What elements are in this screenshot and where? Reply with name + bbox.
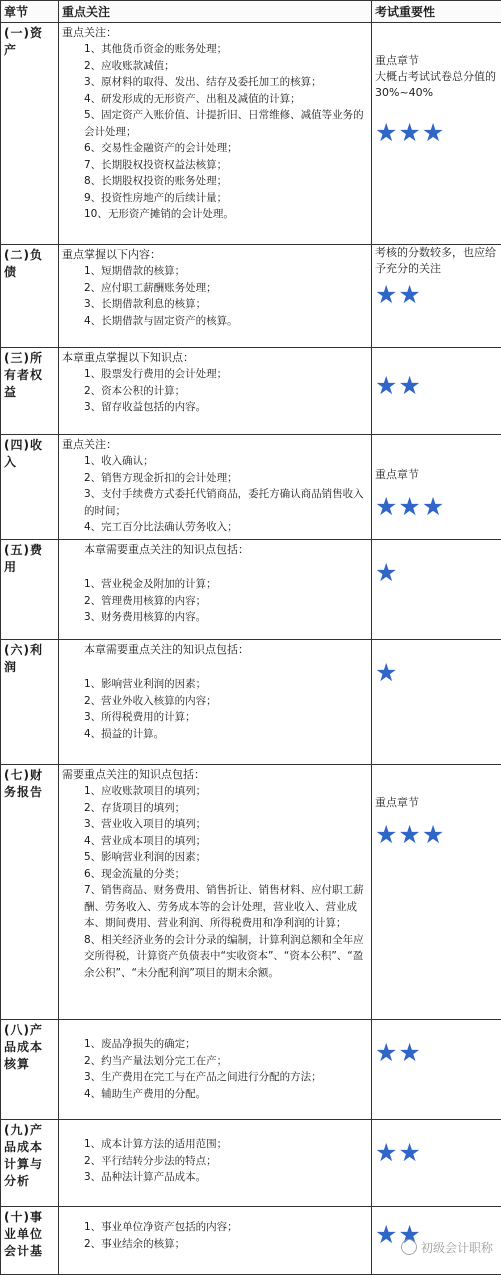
importance-cell xyxy=(372,348,501,435)
star-icon: ★ xyxy=(398,281,421,309)
wechat-icon xyxy=(401,1239,417,1255)
list-item: 2、平行结转分步法的特点； xyxy=(62,1153,368,1170)
focus-list xyxy=(62,558,368,626)
chapter-cell: (一)资产 xyxy=(1,23,59,245)
list-item: 4、研发形成的无形资产、出租及减值的计算； xyxy=(62,91,368,108)
star-rating xyxy=(375,281,498,309)
importance-text: 重点章节 xyxy=(375,795,498,811)
header-importance: 考试重要性 xyxy=(372,1,501,23)
list-item: 1、影响营业利润的因素； xyxy=(62,676,368,693)
table-row xyxy=(1,245,501,348)
list-item: 3、品种法计算产品成本。 xyxy=(62,1169,368,1186)
chapter-cell: (二)负债 xyxy=(1,245,59,348)
focus-cell xyxy=(59,765,372,1020)
focus-intro: 本章需要重点关注的知识点包括： xyxy=(62,642,368,658)
importance-text: 重点章节 xyxy=(375,467,498,483)
list-item: 2、管理费用核算的内容； xyxy=(62,593,368,610)
importance-cell xyxy=(372,540,501,640)
list-item: 2、存货项目的填列； xyxy=(62,800,368,817)
list-item: 4、损益的计算。 xyxy=(62,726,368,743)
list-item: 2、事业结余的核算； xyxy=(62,1236,368,1253)
star-icon: ★ xyxy=(398,1039,421,1067)
star-icon: ★ xyxy=(375,659,398,687)
list-item: 6、交易性金融资产的会计处理； xyxy=(62,140,368,157)
star-icon: ★ xyxy=(422,821,445,849)
chapter-cell: (九)产品成本计算与分析 xyxy=(1,1120,59,1207)
focus-list xyxy=(62,783,368,981)
focus-intro: 本章需要重点关注的知识点包括： xyxy=(62,542,368,558)
focus-list xyxy=(62,41,368,223)
list-item: 4、完工百分比法确认劳务收入； xyxy=(62,519,368,536)
star-rating xyxy=(375,493,498,521)
focus-cell xyxy=(59,1207,372,1275)
importance-text: 考核的分数较多，也应给予充分的关注 xyxy=(375,245,498,277)
star-icon: ★ xyxy=(398,493,421,521)
focus-list xyxy=(62,366,368,416)
chapter-cell: (十)事业单位会计基 xyxy=(1,1207,59,1275)
star-rating xyxy=(375,1039,498,1067)
list-item: 3、原材料的取得、发出、结存及委托加工的核算； xyxy=(62,74,368,91)
list-item: 5、影响营业利润的因素； xyxy=(62,849,368,866)
list-item: 3、长期借款利息的核算； xyxy=(62,296,368,313)
chapter-cell: (五)费用 xyxy=(1,540,59,640)
importance-cell xyxy=(372,765,501,1020)
table-row xyxy=(1,23,501,245)
list-item: 4、辅助生产费用的分配。 xyxy=(62,1086,368,1103)
focus-intro: 重点关注： xyxy=(62,25,368,41)
focus-intro: 本章重点掌握以下知识点： xyxy=(62,350,368,366)
list-item: 7、销售商品、财务费用、销售折让、销售材料、应付职工薪酬、劳务收入、劳务成本等的会计处理，营业收入、营业成本、期间费用、营业利润、所得税费用和净利润的计算； xyxy=(62,882,368,932)
star-icon: ★ xyxy=(398,1139,421,1167)
list-item: 6、现金流量的分类； xyxy=(62,866,368,883)
list-item: 7、长期股权投资权益法核算； xyxy=(62,157,368,174)
focus-cell xyxy=(59,540,372,640)
focus-list xyxy=(62,263,368,329)
list-item: 8、长期股权投资的账务处理； xyxy=(62,173,368,190)
star-icon: ★ xyxy=(375,821,398,849)
star-rating xyxy=(375,372,498,400)
focus-intro: 重点掌握以下内容： xyxy=(62,247,368,263)
list-item: 1、收入确认； xyxy=(62,453,368,470)
star-icon: ★ xyxy=(375,119,398,147)
focus-cell xyxy=(59,348,372,435)
star-icon: ★ xyxy=(375,281,398,309)
focus-cell xyxy=(59,435,372,540)
watermark: 初级会计职称 xyxy=(401,1239,493,1256)
focus-cell xyxy=(59,640,372,765)
table-row xyxy=(1,348,501,435)
importance-cell xyxy=(372,1120,501,1207)
list-item: 3、财务费用核算的内容。 xyxy=(62,609,368,626)
list-item: 1、应收账款项目的填列； xyxy=(62,783,368,800)
chapter-cell: (三)所有者权益 xyxy=(1,348,59,435)
list-item: 3、所得税费用的计算； xyxy=(62,709,368,726)
list-item: 5、固定资产入账价值、计提折旧、日常维修、减值等业务的会计处理； xyxy=(62,107,368,140)
list-item: 8、相关经济业务的会计分录的编制，计算利润总额和全年应交所得税，计算资产负债表中“实收资本”、“资本公积”、“盈余公积”、“未分配利润”项目的期末余额。 xyxy=(62,932,368,982)
star-rating xyxy=(375,559,498,587)
importance-cell xyxy=(372,245,501,348)
star-icon: ★ xyxy=(398,821,421,849)
list-item: 3、生产费用在完工与在产品之间进行分配的方法； xyxy=(62,1069,368,1086)
focus-cell xyxy=(59,1020,372,1120)
focus-list xyxy=(62,1022,368,1102)
list-item: 3、支付手续费方式委托代销商品，委托方确认商品销售收入的时间； xyxy=(62,486,368,519)
list-item: 4、营业成本项目的填列； xyxy=(62,833,368,850)
table-row xyxy=(1,640,501,765)
list-item: 1、短期借款的核算； xyxy=(62,263,368,280)
header-focus: 重点关注 xyxy=(59,1,372,23)
list-item: 2、销售方现金折扣的会计处理； xyxy=(62,470,368,487)
list-item: 9、投资性房地产的后续计量； xyxy=(62,190,368,207)
list-item: 1、成本计算方法的适用范围； xyxy=(62,1136,368,1153)
focus-list xyxy=(62,1122,368,1186)
star-rating xyxy=(375,659,498,687)
importance-cell xyxy=(372,1020,501,1120)
list-item: 2、应付职工薪酬账务处理； xyxy=(62,280,368,297)
list-item: 2、营业外收入核算的内容； xyxy=(62,693,368,710)
list-item: 1、废品净损失的确定； xyxy=(62,1036,368,1053)
star-icon: ★ xyxy=(398,1221,421,1249)
table-row xyxy=(1,540,501,640)
focus-list xyxy=(62,1209,368,1252)
table-row xyxy=(1,765,501,1020)
list-item: 1、营业税金及附加的计算； xyxy=(62,576,368,593)
importance-cell xyxy=(372,435,501,540)
star-rating xyxy=(375,821,498,849)
focus-intro: 需要重点关注的知识点包括： xyxy=(62,767,368,783)
star-icon: ★ xyxy=(375,372,398,400)
header-row xyxy=(1,1,501,23)
focus-list xyxy=(62,658,368,742)
star-icon: ★ xyxy=(398,119,421,147)
importance-text: 重点章节 大概占考试试卷总分值的30%~40% xyxy=(375,53,498,101)
table-row xyxy=(1,435,501,540)
star-icon: ★ xyxy=(375,493,398,521)
star-rating xyxy=(375,119,498,147)
focus-intro: 重点关注： xyxy=(62,437,368,453)
focus-list xyxy=(62,453,368,536)
focus-cell xyxy=(59,23,372,245)
chapter-cell: (七)财务报告 xyxy=(1,765,59,1020)
list-item: 3、营业收入项目的填列； xyxy=(62,816,368,833)
list-item: 2、约当产量法划分完工在产； xyxy=(62,1053,368,1070)
star-icon: ★ xyxy=(398,372,421,400)
star-rating xyxy=(375,1139,498,1167)
list-item: 4、长期借款与固定资产的核算。 xyxy=(62,313,368,330)
list-item: 2、资本公积的计算； xyxy=(62,383,368,400)
star-icon: ★ xyxy=(422,493,445,521)
list-item: 1、股票发行费用的会计处理； xyxy=(62,366,368,383)
chapter-cell: (四)收入 xyxy=(1,435,59,540)
table-row xyxy=(1,1020,501,1120)
focus-cell xyxy=(59,245,372,348)
star-icon: ★ xyxy=(375,1139,398,1167)
star-icon: ★ xyxy=(375,1039,398,1067)
focus-cell xyxy=(59,1120,372,1207)
star-icon: ★ xyxy=(375,559,398,587)
list-item: 10、无形资产摊销的会计处理。 xyxy=(62,206,368,223)
chapter-cell: (八)产品成本核算 xyxy=(1,1020,59,1120)
importance-cell xyxy=(372,23,501,245)
table-row xyxy=(1,1120,501,1207)
header-chapter: 章节 xyxy=(1,1,59,23)
list-item: 2、应收账款减值； xyxy=(62,58,368,75)
list-item: 1、其他货币资金的账务处理； xyxy=(62,41,368,58)
importance-cell xyxy=(372,640,501,765)
star-icon: ★ xyxy=(375,1221,398,1249)
chapter-cell: (六)利润 xyxy=(1,640,59,765)
star-icon: ★ xyxy=(422,119,445,147)
list-item: 1、事业单位净资产包括的内容； xyxy=(62,1219,368,1236)
list-item: 3、留存收益包括的内容。 xyxy=(62,399,368,416)
